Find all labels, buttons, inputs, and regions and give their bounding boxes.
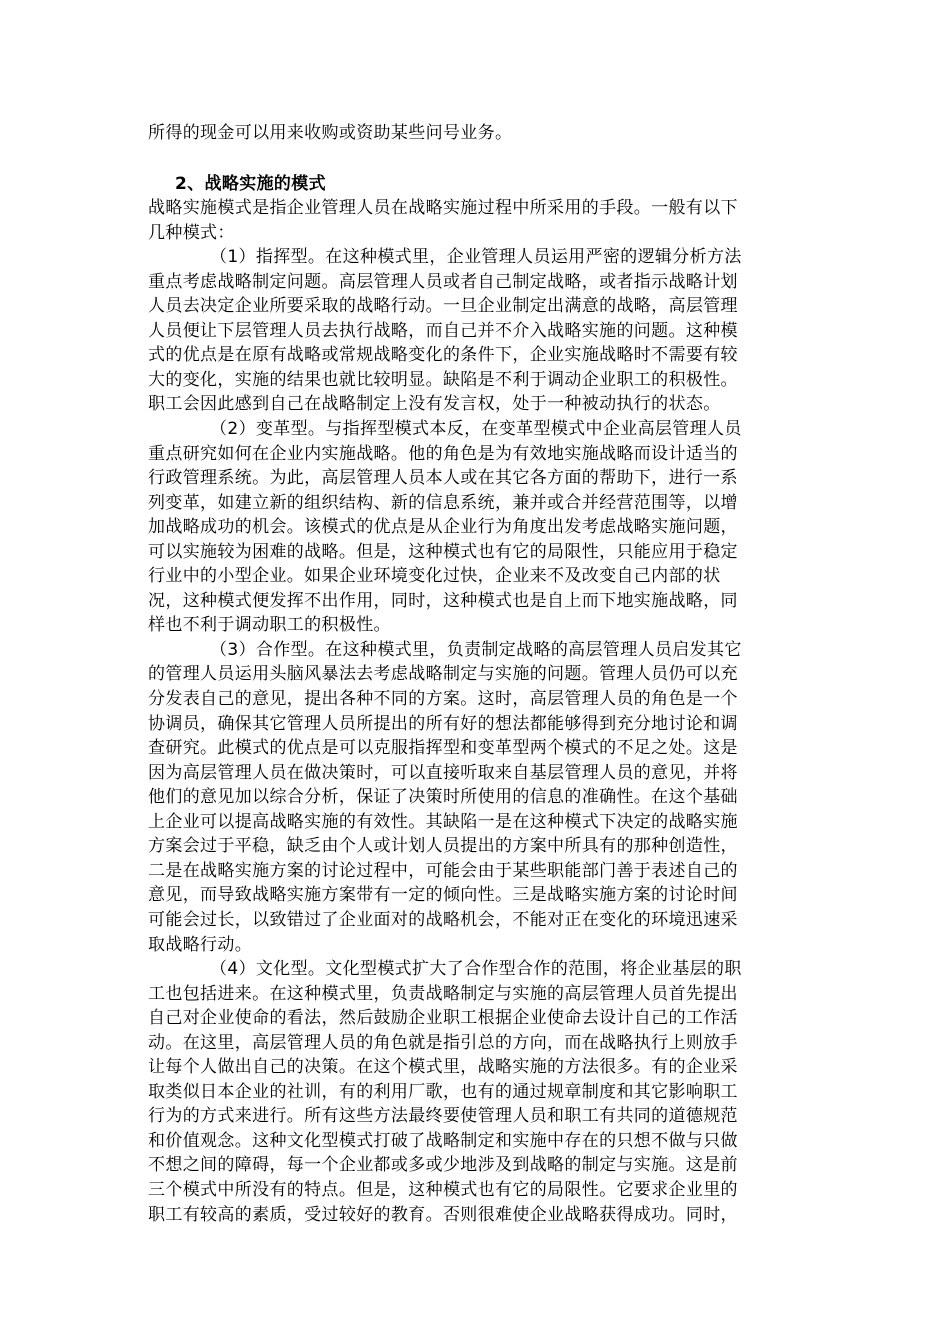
paragraph-line: 让每个人做出自己的决策。在这个模式里，战略实施的方法很多。有的企业采 (148, 1057, 738, 1077)
paragraph-line: 可以实施较为困难的战略。但是，这种模式也有它的局限性，只能应用于稳定 (148, 542, 738, 562)
paragraph-line: （4）文化型。文化型模式扩大了合作型合作的范围，将企业基层的职 (210, 959, 742, 979)
paragraph-line: 样也不利于调动职工的积极性。 (148, 615, 391, 635)
paragraph-line: 工也包括进来。在这种模式里，负责战略制定与实施的高层管理人员首先提出 (148, 984, 738, 1004)
paragraph-line: 人员便让下层管理人员去执行战略，而自己并不介入战略实施的问题。这种模 (148, 321, 738, 341)
section-heading: 2、战略实施的模式 (175, 174, 326, 194)
paragraph-line: （1）指挥型。在这种模式里，企业管理人员运用严密的逻辑分析方法 (210, 247, 742, 267)
paragraph-line: 动。在这里，高层管理人员的角色就是指引总的方向，而在战略执行上则放手 (148, 1033, 738, 1053)
intro-line: 所得的现金可以用来收购或资助某些问号业务。 (148, 123, 513, 143)
paragraph-line: 取战略行动。 (148, 935, 253, 955)
paragraph-line: 战略实施模式是指企业管理人员在战略实施过程中所采用的手段。一般有以下 (148, 198, 738, 218)
paragraph-line: 几种模式： (148, 223, 235, 243)
paragraph-line: 式的优点是在原有战略或常规战略变化的条件下，企业实施战略时不需要有较 (148, 345, 738, 365)
paragraph-line: 重点研究如何在企业内实施战略。他的角色是为有效地实施战略而设计适当的 (148, 444, 738, 464)
paragraph-line: 况，这种模式便发挥不出作用，同时，这种模式也是自上而下地实施战略，同 (148, 591, 738, 611)
paragraph-line: 职工会因此感到自己在战略制定上没有发言权，处于一种被动执行的状态。 (148, 394, 721, 414)
paragraph-line: 行政管理系统。为此，高层管理人员本人或在其它各方面的帮助下，进行一系 (148, 468, 738, 488)
paragraph-line: 职工有较高的素质，受过较好的教育。否则很难使企业战略获得成功。同时， (148, 1205, 738, 1225)
paragraph-line: 行业中的小型企业。如果企业环境变化过快，企业来不及改变自己内部的状 (148, 566, 721, 586)
paragraph-line: 取类似日本企业的社训，有的利用厂歌，也有的通过规章制度和其它影响职工 (148, 1082, 738, 1102)
paragraph-line: 意见，而导致战略实施方案带有一定的倾向性。三是战略实施方案的讨论时间 (148, 885, 738, 905)
paragraph-line: 的管理人员运用头脑风暴法去考虑战略制定与实施的问题。管理人员仍可以充 (148, 664, 738, 684)
paragraph-line: 他们的意见加以综合分析，保证了决策时所使用的信息的准确性。在这个基础 (148, 787, 738, 807)
paragraph-line: 人员去决定企业所要采取的战略行动。一旦企业制定出满意的战略，高层管理 (148, 296, 738, 316)
paragraph-line: （2）变革型。与指挥型模式本反，在变革型模式中企业高层管理人员 (210, 419, 742, 439)
paragraph-line: 查研究。此模式的优点是可以克服指挥型和变革型两个模式的不足之处。这是 (148, 738, 738, 758)
paragraph-line: 二是在战略实施方案的讨论过程中，可能会由于某些职能部门善于表述自己的 (148, 861, 738, 881)
paragraph-line: 和价值观念。这种文化型模式打破了战略制定和实施中存在的只想不做与只做 (148, 1131, 738, 1151)
paragraph-line: 上企业可以提高战略实施的有效性。其缺陷一是在这种模式下决定的战略实施 (148, 812, 738, 832)
paragraph-line: 不想之间的障碍，每一个企业都或多或少地涉及到战略的制定与实施。这是前 (148, 1155, 738, 1175)
paragraph-line: 列变革，如建立新的组织结构、新的信息系统，兼并或合并经营范围等，以增 (148, 493, 738, 513)
paragraph-line: （3）合作型。在这种模式里，负责制定战略的高层管理人员启发其它 (210, 640, 742, 660)
paragraph-line: 大的变化，实施的结果也就比较明显。缺陷是不利于调动企业职工的积极性。 (148, 370, 738, 390)
paragraph-line: 重点考虑战略制定问题。高层管理人员或者自己制定战略，或者指示战略计划 (148, 272, 738, 292)
paragraph-line: 加战略成功的机会。该模式的优点是从企业行为角度出发考虑战略实施问题， (148, 517, 738, 537)
paragraph-line: 自己对企业使命的看法，然后鼓励企业职工根据企业使命去设计自己的工作活 (148, 1008, 738, 1028)
paragraph-line: 三个模式中所没有的特点。但是，这种模式也有它的局限性。它要求企业里的 (148, 1180, 738, 1200)
paragraph-line: 方案会过于平稳，缺乏由个人或计划人员提出的方案中所具有的那种创造性， (148, 836, 738, 856)
paragraph-line: 分发表自己的意见，提出各种不同的方案。这时，高层管理人员的角色是一个 (148, 689, 738, 709)
paragraph-line: 可能会过长，以致错过了企业面对的战略机会，不能对正在变化的环境迅速采 (148, 910, 738, 930)
paragraph-line: 行为的方式来进行。所有这些方法最终要使管理人员和职工有共同的道德规范 (148, 1106, 738, 1126)
paragraph-line: 协调员，确保其它管理人员所提出的所有好的想法都能够得到充分地讨论和调 (148, 714, 738, 734)
paragraph-line: 因为高层管理人员在做决策时，可以直接听取来自基层管理人员的意见，并将 (148, 763, 738, 783)
